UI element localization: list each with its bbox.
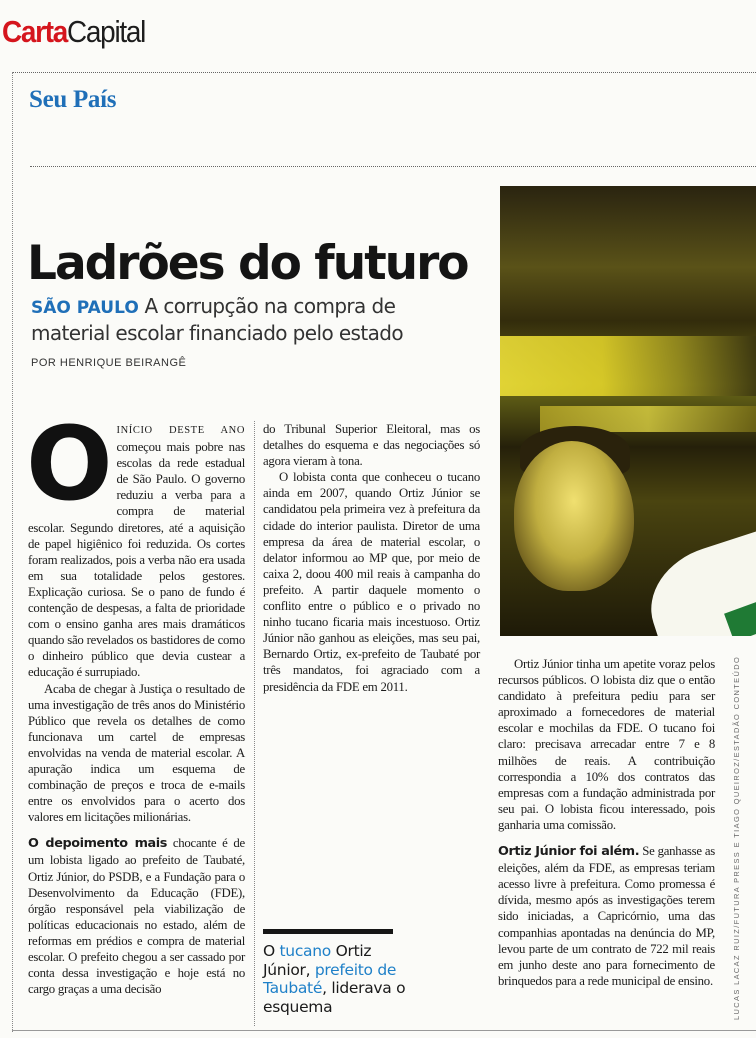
brand-logo[interactable] bbox=[2, 14, 145, 50]
pull-quote-text: , liderava o esquema bbox=[263, 979, 406, 1016]
pull-quote-bar bbox=[263, 929, 393, 934]
left-margin-rule bbox=[12, 72, 13, 1032]
lead-in-smallcaps: INÍCIO DESTE ANO bbox=[116, 425, 245, 436]
pull-quote-text: Ortiz Júnior, bbox=[263, 942, 372, 979]
paragraph-text: chocante é de um lobista ligado ao prefeito de Taubaté, Ortiz Júnior, do PSDB, e a Fundação para o Desenvolvimento da Educação (FDE), órgão responsável pela viabilização de políticas educacionais no estado, além de reformas em prédios e compra de material escolar. O prefeito chegou a ser cassado por conta dessa investigação e hoje está no cargo graças a uma decisão bbox=[28, 836, 245, 997]
pull-quote-text: O bbox=[263, 942, 280, 960]
section-divider bbox=[30, 166, 756, 167]
byline: POR HENRIQUE BEIRANGÊ bbox=[31, 357, 187, 369]
pull-quote-highlight: tucano bbox=[279, 942, 331, 960]
photo-credit-text: LUCAS LACAZ RUIZ/FUTURA PRESS E TIAGO QUEIROZ/ESTADÃO CONTEÚDO bbox=[732, 655, 741, 1020]
paragraph: do Tribunal Superior Eleitoral, mas os detalhes do esquema e das negociações só agora vieram à tona. bbox=[263, 422, 480, 469]
photo-subject-face bbox=[514, 441, 634, 591]
paragraph-text: Se ganhasse as eleições, além da FDE, as empresas teriam acesso livre à prefeitura. Como promessa é dívida, mesmo após as investigações terem sido iniciadas, a Capricórnio, uma das companhias apontadas na denúncia do MP, levou parte de um contrato de 722 mil reais em junho deste ano para fornecimento de brinquedos para a rede municipal de ensino. bbox=[498, 844, 715, 988]
paragraph bbox=[26, 405, 245, 681]
paragraph: O lobista conta que conheceu o tucano ainda em 2007, quando Ortiz Júnior se candidatou pela primeira vez à prefeitura da cidade do interior paulista. Diretor de uma empresa da área de material escolar, o delator informou ao MP que, por meio de caixa 2, doou 400 mil reais à campanha do prefeito. A partir daquele momento o conflito entre o público e o privado no ninho tucano ficaria mais incestuoso. Ortiz Júnior não ganhou as eleições, mas seu pai, Bernardo Ortiz, ex-prefeito de Taubaté por três mandatos, foi agraciado com a presidência da FDE em 2011. bbox=[263, 470, 480, 694]
paragraph-text: começou mais pobre nas escolas da rede estadual de São Paulo. O governo reduziu a verba para a compra de material escolar. Segundo diretores, até a aquisição de papel higiênico foi reduzida. Os cortes foram realizados, pois a verba não era usada em sua totalidade pelos gestores. Explicação curiosa. Se o pano de fundo é contenção de despesas, a falta de prioridade com o ensino ganha ares mais dramáticos quando são revelados os bastidores de como o dinheiro público que devia custear a educação é surrupiado. bbox=[28, 440, 245, 680]
paragraph: Ortiz Júnior tinha um apetite voraz pelos recursos públicos. O lobista diz que o então candidato à prefeitura pediu para ser aproximado a fornecedores de material escolar e mochilas da FDE. O tucano foi claro: precisava arrecadar entre 7 e 8 milhões de reais. A contribuição correspondia a 10% dos contratos das empresas com a fundação administrada por seu pai. O lobista ficou interessado, pois ganharia uma comissão. bbox=[498, 657, 715, 832]
paragraph-lead: Ortiz Júnior foi além. bbox=[498, 844, 640, 860]
photo-credit bbox=[732, 655, 744, 1020]
pull-quote bbox=[263, 942, 413, 1016]
article-deck bbox=[31, 294, 471, 346]
paragraph: Acaba de chegar à Justiça o resultado de uma investigação de três anos do Ministério Público que revela os detalhes de como funcionava um cartel de empresas envolvidas na venda de material escolar. A apuração indica um esquema de combinação de preços e troca de e-mails entre os envolvidos para o acerto dos valores em licitações milionárias. bbox=[28, 681, 245, 825]
pull-quote-highlight: prefeito de Taubaté bbox=[263, 960, 397, 998]
section-title: Seu País bbox=[29, 86, 117, 113]
article-photo bbox=[500, 186, 756, 636]
drop-cap: O bbox=[26, 405, 113, 524]
article-column-2 bbox=[263, 421, 480, 695]
deck-kicker: SÃO PAULO bbox=[31, 298, 139, 318]
article-column-1 bbox=[26, 405, 245, 997]
bottom-rule bbox=[12, 1030, 756, 1031]
paragraph-lead: O depoimento mais bbox=[28, 836, 167, 852]
brand-logo-part2: Capital bbox=[67, 14, 146, 49]
photo-light-band bbox=[500, 336, 756, 396]
paragraph bbox=[498, 843, 715, 989]
paragraph bbox=[28, 835, 245, 997]
column-rule-1 bbox=[254, 421, 255, 1026]
top-divider bbox=[12, 72, 756, 73]
article-headline: Ladrões do futuro bbox=[27, 236, 468, 291]
brand-logo-part1: Carta bbox=[2, 14, 68, 49]
deck-text: A corrupção na compra de material escolar financiado pelo estado bbox=[31, 294, 403, 345]
article-column-3 bbox=[498, 656, 715, 989]
